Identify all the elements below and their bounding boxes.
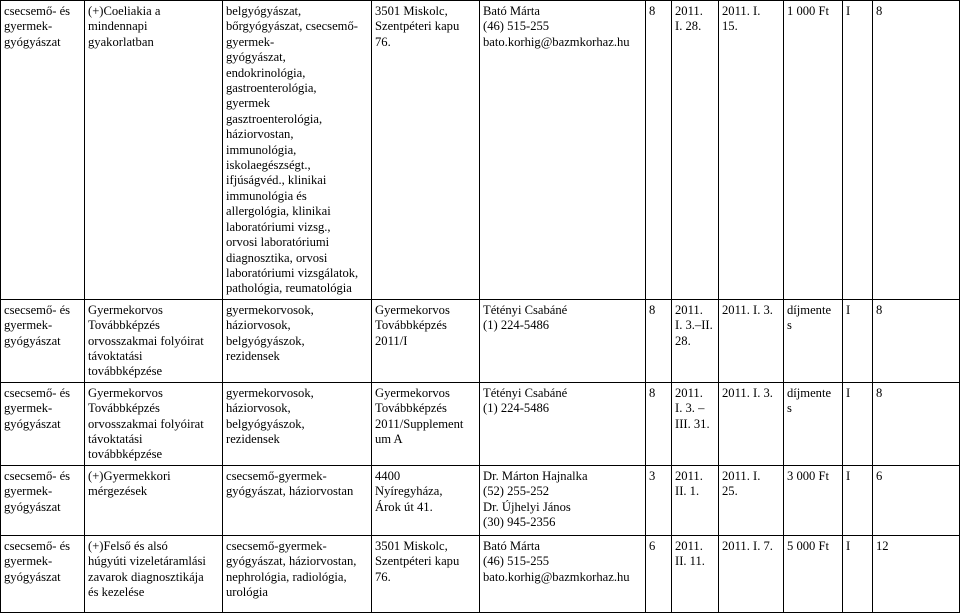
cell-line: (46) 515-255 [483, 554, 550, 569]
cell-line: háziorvosok, [226, 401, 291, 416]
credit-cell [873, 299, 960, 382]
cell-line: 2011. [675, 468, 703, 483]
specialty-cell [1, 299, 85, 382]
cell-line: mindennapi [88, 19, 148, 34]
cell-line: Bató Márta [483, 538, 541, 553]
cell-line: csecsemő- és [4, 4, 71, 18]
cell-line: 3501 Miskolc, [375, 538, 448, 553]
cell-line: allergológia, klinikai [226, 204, 331, 219]
fee-cell [784, 465, 843, 535]
cell-line: 3501 Miskolc, [375, 4, 448, 18]
cell-line: gastroenterológia, [226, 81, 317, 96]
cell-line: I [846, 538, 851, 553]
fee-cell [784, 299, 843, 382]
cell-line: távoktatási [88, 431, 143, 446]
cell-line: 3 [649, 468, 656, 483]
cell-line: I. 3.–II. [675, 318, 713, 333]
cell-line: 2011. I. [722, 4, 761, 18]
cell-line: 76. [375, 569, 391, 584]
table-row [1, 382, 960, 465]
cell-line: I [846, 385, 851, 400]
specialty-cell [1, 1, 85, 300]
cell-line: gyógyászat [4, 569, 61, 584]
cell-line: III. 31. [675, 416, 710, 431]
cell-line: nephrológia, radiológia, [226, 569, 347, 584]
cell-line: orvosszakmai folyóirat [88, 416, 204, 431]
course-title-cell [85, 382, 223, 465]
cell-line: gyermek- [4, 401, 53, 416]
table-row [1, 1, 960, 300]
cell-line: orvosszakmai folyóirat [88, 333, 204, 348]
type-cell [843, 535, 873, 612]
cell-line: urológia [226, 585, 268, 599]
cell-line: immunológia, [226, 142, 297, 157]
contact-cell [480, 382, 646, 465]
contact-cell [480, 299, 646, 382]
cell-line: (+)Coeliakia a [88, 4, 161, 18]
cell-line: Bató Márta [483, 4, 541, 18]
course-title-cell [85, 465, 223, 535]
cell-line: bőrgyógyászat, csecsemő- [226, 19, 358, 34]
credit-cell [873, 535, 960, 612]
fee-cell [784, 382, 843, 465]
cell-line: I. 28. [675, 19, 702, 34]
specialty-cell [1, 382, 85, 465]
cell-line: csecsemő- és [4, 468, 71, 483]
cell-line: 2011/I [375, 333, 408, 348]
cell-line: Tétényi Csabáné [483, 302, 568, 317]
cell-line: II. 11. [675, 554, 705, 569]
cell-line: belgyógyászat, [226, 4, 302, 18]
cell-line: belgyógyászok, [226, 416, 305, 431]
cell-line: 25. [722, 484, 738, 499]
type-cell [843, 382, 873, 465]
target-audience-cell [223, 1, 372, 300]
cell-line: I [846, 4, 851, 18]
cell-line: 1 000 Ft [787, 4, 829, 18]
cell-line: Dr. Újhelyi János [483, 499, 571, 514]
cell-line: endokrinológia, [226, 65, 306, 80]
cell-line: Gyermekorvos [375, 302, 450, 317]
fee-cell [784, 1, 843, 300]
venue-cell [372, 465, 480, 535]
contact-cell [480, 535, 646, 612]
cell-line: 8 [876, 385, 883, 400]
cell-line: gyermek- [4, 318, 53, 333]
cell-line: 3 000 Ft [787, 468, 829, 483]
cell-line: 15. [722, 19, 738, 34]
course-title-cell [85, 299, 223, 382]
cell-line: I [846, 302, 851, 317]
cell-line: mérgezések [88, 484, 148, 499]
cell-line: 12 [876, 538, 889, 553]
cell-line: 2011. [675, 4, 703, 18]
venue-cell [372, 535, 480, 612]
cell-line: Továbbképzés [375, 401, 447, 416]
table-row [1, 465, 960, 535]
cell-line: gyakorlatban [88, 34, 154, 49]
cell-line: Továbbképzés [88, 401, 160, 416]
cell-line: gasztroenterológia, [226, 111, 323, 126]
cell-line: belgyógyászok, [226, 333, 305, 348]
cell-line: (52) 255-252 [483, 484, 550, 499]
cell-line: laboratóriumi vizsg., [226, 219, 331, 234]
type-cell [843, 299, 873, 382]
cell-line: háziorvosok, [226, 318, 291, 333]
cell-line: zavarok diagnosztikája [88, 569, 204, 584]
type-cell [843, 1, 873, 300]
target-audience-cell [223, 299, 372, 382]
cell-line: csecsemő- és [4, 385, 71, 400]
cell-line: 2011/Supplement [375, 416, 464, 431]
cell-line: diagnosztika, orvosi [226, 250, 328, 265]
cell-line: ifjúságvéd., klinikai [226, 173, 327, 188]
cell-line: távoktatási [88, 348, 143, 363]
cell-line: 2011. [675, 538, 703, 553]
target-audience-cell [223, 382, 372, 465]
cell-line: díjmente [787, 302, 832, 317]
cell-line: (+)Felső és alsó [88, 538, 168, 553]
points-cell [646, 535, 672, 612]
cell-line: gyermek- [226, 34, 275, 49]
cell-line: 2011. I. [722, 468, 761, 483]
specialty-cell [1, 535, 85, 612]
cell-line: 8 [876, 302, 883, 317]
course-title-cell [85, 1, 223, 300]
cell-line: Árok út 41. [375, 499, 433, 514]
course-date-cell [672, 465, 719, 535]
cell-line: gyógyászat, [226, 50, 286, 65]
credit-cell [873, 465, 960, 535]
deadline-cell [719, 465, 784, 535]
cell-line: gyógyászat [4, 34, 61, 49]
cell-line: bato.korhig@bazmkorhaz.hu [483, 34, 630, 49]
cell-line: um A [375, 431, 403, 446]
cell-line: továbbképzése [88, 447, 163, 462]
cell-line: gyermek [226, 96, 271, 111]
cell-line: 2011. I. 3. [722, 302, 773, 317]
fee-cell [784, 535, 843, 612]
target-audience-cell [223, 535, 372, 612]
contact-cell [480, 1, 646, 300]
cell-line: 2011. I. 3. [722, 385, 773, 400]
cell-line: továbbképzése [88, 364, 163, 379]
cell-line: gyógyászat [4, 416, 61, 431]
deadline-cell [719, 299, 784, 382]
cell-line: csecsemő-gyermek- [226, 468, 327, 483]
venue-cell [372, 382, 480, 465]
cell-line: 8 [649, 385, 656, 400]
deadline-cell [719, 382, 784, 465]
cell-line: 2011. [675, 385, 703, 400]
cell-line: csecsemő- és [4, 538, 71, 553]
cell-line: s [787, 318, 792, 333]
cell-line: pathológia, reumatológia [226, 281, 352, 296]
cell-line: 76. [375, 34, 391, 49]
cell-line: I. 3. – [675, 401, 705, 416]
cell-line: Tétényi Csabáné [483, 385, 568, 400]
cell-line: 6 [649, 538, 656, 553]
cell-line: gyógyászat, háziorvostan, [226, 554, 357, 569]
cell-line: laboratóriumi vizsgálatok, [226, 265, 359, 280]
table-row [1, 299, 960, 382]
course-date-cell [672, 1, 719, 300]
deadline-cell [719, 1, 784, 300]
cell-line: rezidensek [226, 348, 280, 363]
course-date-cell [672, 382, 719, 465]
cell-line: 8 [649, 302, 656, 317]
cell-line: (1) 224-5486 [483, 318, 550, 333]
cell-line: 4400 [375, 468, 401, 483]
points-cell [646, 465, 672, 535]
cell-line: 8 [876, 4, 883, 18]
cell-line: Gyermekorvos [88, 385, 163, 400]
cell-line: 8 [649, 4, 656, 18]
cell-line: 2011. I. 7. [722, 538, 773, 553]
cell-line: gyógyászat, háziorvostan [226, 484, 354, 499]
cell-line: (46) 515-255 [483, 19, 550, 34]
course-date-cell [672, 299, 719, 382]
cell-line: II. 1. [675, 484, 700, 499]
cell-line: 2011. [675, 302, 703, 317]
target-audience-cell [223, 465, 372, 535]
cell-line: gyermek- [4, 19, 53, 34]
cell-line: és kezelése [88, 585, 145, 599]
venue-cell [372, 299, 480, 382]
cell-line: orvosi laboratóriumi [226, 235, 330, 250]
cell-line: gyermek- [4, 554, 53, 569]
cell-line: (+)Gyermekkori [88, 468, 171, 483]
cell-line: Szentpéteri kapu [375, 19, 460, 34]
cell-line: díjmente [787, 385, 832, 400]
cell-line: Gyermekorvos [375, 385, 450, 400]
cell-line: immunológia és [226, 188, 307, 203]
cell-line: gyógyászat [4, 333, 61, 348]
course-date-cell [672, 535, 719, 612]
cell-line: gyermek- [4, 484, 53, 499]
cell-line: (30) 945-2356 [483, 515, 556, 529]
points-cell [646, 299, 672, 382]
cell-line: 28. [675, 333, 691, 348]
cell-line: csecsemő- és [4, 302, 71, 317]
venue-cell [372, 1, 480, 300]
cell-line: gyermekorvosok, [226, 385, 314, 400]
cell-line: Szentpéteri kapu [375, 554, 460, 569]
type-cell [843, 465, 873, 535]
points-cell [646, 1, 672, 300]
credit-cell [873, 1, 960, 300]
cell-line: 5 000 Ft [787, 538, 829, 553]
cell-line: Nyíregyháza, [375, 484, 443, 499]
credit-cell [873, 382, 960, 465]
table-row [1, 535, 960, 612]
course-title-cell [85, 535, 223, 612]
cell-line: gyermekorvosok, [226, 302, 314, 317]
cell-line: Gyermekorvos [88, 302, 163, 317]
cell-line: I [846, 468, 851, 483]
cell-line: Dr. Márton Hajnalka [483, 468, 588, 483]
cell-line: iskolaegészségt., [226, 158, 311, 173]
cell-line: (1) 224-5486 [483, 401, 550, 416]
cell-line: gyógyászat [4, 499, 61, 514]
cell-line: bato.korhig@bazmkorhaz.hu [483, 569, 630, 584]
cell-line: Továbbképzés [375, 318, 447, 333]
cell-line: csecsemő-gyermek- [226, 538, 327, 553]
specialty-cell [1, 465, 85, 535]
cell-line: rezidensek [226, 431, 280, 446]
contact-cell [480, 465, 646, 535]
cell-line: húgyúti vizeletáramlási [88, 554, 206, 569]
points-cell [646, 382, 672, 465]
deadline-cell [719, 535, 784, 612]
cell-line: 6 [876, 468, 883, 483]
cell-line: s [787, 401, 792, 416]
cell-line: háziorvostan, [226, 127, 294, 142]
cell-line: Továbbképzés [88, 318, 160, 333]
